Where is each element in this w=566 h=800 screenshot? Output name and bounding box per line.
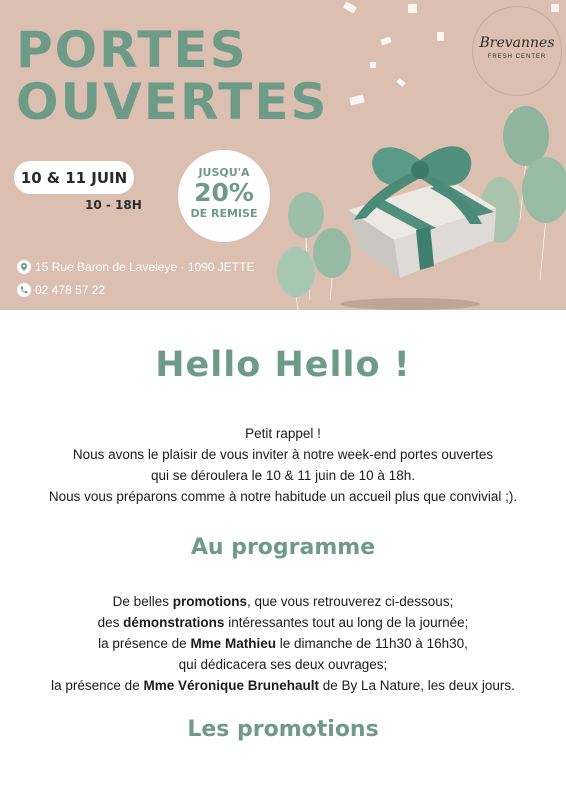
intro-line: Petit rappel ! [245,426,321,441]
programme-line: De belles promotions, que vous retrouverez ci-dessous; [112,594,454,609]
promotions-heading: Les promotions [187,717,379,742]
intro-line: Nous vous préparons comme à notre habitude un accueil plus que convivial ;). [48,489,518,504]
title-line-1: PORTES [16,21,248,79]
discount-badge [178,150,270,242]
programme-line: qui dédicacera ses deux ouvrages; [178,657,388,672]
badge-line-1: JUSQU'A [198,166,250,179]
event-hours: 10 - 18H [85,198,142,212]
programme-line: des démonstrations intéressantes tout au long de la journée; [97,615,469,630]
phone-text: 02 478 57 22 [35,283,106,297]
intro-paragraph [0,423,566,507]
greeting-heading: Hello Hello ! [155,345,411,385]
gift-illustration [270,100,566,310]
intro-line: Nous avons le plaisir de vous inviter à notre week-end portes ouvertes [72,447,494,462]
confetti [551,4,559,12]
location-pin-icon [17,260,31,274]
intro-line: qui se déroulera le 10 & 11 juin de 10 à 18h. [151,468,415,483]
logo-subtitle: FRESH CENTER [487,54,547,60]
address-text: 15 Rue Baron de Laveleye · 1090 JETTE [35,260,255,274]
bold-promotions: promotions [172,594,247,609]
badge-percent: 20% [194,178,254,207]
confetti [380,36,391,45]
badge-line-3: DE REMISE [190,207,258,220]
brand-logo [472,6,562,96]
confetti [408,4,417,13]
confetti [437,32,444,41]
confetti [396,78,405,87]
date-pill [14,161,134,194]
title-line-2: OUVERTES [16,73,329,131]
confetti [343,1,357,13]
programme-heading: Au programme [190,535,376,560]
phone-row [17,283,105,297]
programme-line: la présence de Mme Véronique Brunehault de By La Nature, les deux jours. [51,678,515,693]
bold-mme-mathieu: Mme Mathieu [190,636,276,651]
event-dates: 10 & 11 JUIN [20,168,128,187]
hero-banner [0,0,566,310]
programme-line: la présence de Mme Mathieu le dimanche de 11h30 à 16h30, [98,636,468,651]
bold-mme-brunehault: Mme Véronique Brunehault [143,678,319,693]
address-row [17,260,254,274]
bold-demonstrations: démonstrations [123,615,225,630]
logo-name: Brevannes [479,35,555,51]
confetti [370,62,376,68]
gift-box [348,146,496,278]
programme-paragraph [0,591,566,696]
phone-icon [17,283,31,297]
